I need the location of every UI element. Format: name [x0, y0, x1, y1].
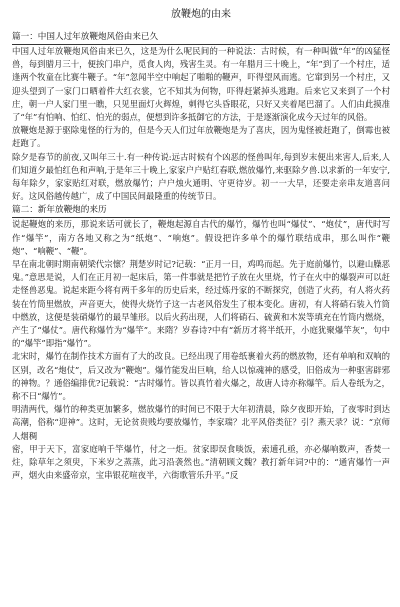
section-heading-2: 篇二：新年放鞭炮的来历 — [12, 205, 390, 218]
paragraph: 密，甲于天下，富家庭响千竿爆竹，付之一炬。贫家即误食啖饭，索逋孔亟，亦必爆响数声，香焚一炷，除草年之须臾，下米岁之蒸蒸，此习沿袭然也。”清朝顾文魏？教打新年词?中的：“通宵爆竹一声声，烟火由来盛帝京，宝串银花喧夜半，六街歌管乐升平。”反 — [12, 443, 390, 481]
section-heading-1: 篇一：中国人过年放鞭炮风俗由来已久 — [12, 32, 390, 45]
paragraph: 中国人过年放鞭炮风俗由来已久，这是为什么呢民间的一种说法：古时候，有一种叫做“年”的凶猛怪兽，每到腊月三十，便挨门串户，觅食人肉，残害生灵。有一年腊月三十晚上，“年”到了一个村庄，适逢两个牧童在比赛牛鞭子。“年”忽闻半空中响起了啪啪的鞭声，吓得望风而逃。它窜到另一个村庄，又迎头望到了一家门口晒着件大红衣裳，它不知其为何物，吓得赶紧掉头逃跑。后来它又来到了一个村庄，朝一户人家门里一瞧，只见里面灯火辉煌，刺得它头昏眼花，只好又夹着尾巴溜了。人们由此摸准了“年”有怕响、怕红、怕光的弱点，便想到许多抵御它的方法，于是逐渐演化成今天过年的风俗。 — [12, 46, 390, 123]
paragraph: 除夕是春节的前夜,又叫年三十.有一种传说:远古时候有个凶恶的怪兽叫年,每到岁末便出来害人,后来,人们知道夕最怕红色和声响,于是年三十晚上,家家户户贴红春联,燃放爆竹,来驱除夕兽.以求新的一年安宁,每年除夕，家家贴红对联，燃放爆竹；户户烛火通明、守更待岁。初一一大早，还要走亲串友道喜问好。这风俗越传越广，成了中国民间最隆重的传统节日。 — [12, 151, 390, 202]
document-title: 放鞭炮的由来 — [171, 9, 231, 20]
paragraph: 早在南北朝时期南朝梁代宗懔？荆楚岁时记?记载：“正月一日，鸡鸣而起。先于庭前爆竹，以避山臊恶鬼。”意思是说，人们在正月初一起床后，第一件事就是把竹子放在火里烧，竹子在火中的爆裂声可以赶走怪兽恶鬼。说起来距今将有两千多年的历史后来，经过炼丹家的不断探究，创造了火药，有人将火药装在竹筒里燃放，声音更大，使得火烧竹子这一古老风俗发生了根本变化。唐初，有人将硝石装入竹筒中燃放，这便是装硝爆竹的最早雏形。以后火药出现，人们将硝石、硫黄和木炭等填充在竹筒内燃烧，产生了“爆仗”。唐代称爆竹为“爆竿”。来隋？岁春诗?中有“新历才将半纸开，小庭犹聚爆竿灰”，句中的“爆竿”即指“爆竹”。 — [12, 259, 390, 349]
paragraph: 北宋时，爆竹在制作技术方面有了大的改良。已经出现了用卷纸裹着火药的燃放物，还有单响和双响的区别，改名“炮仗”，后又改为“鞭炮”。爆竹能发出巨响，给人以惊魂神的感受，旧俗成为一种驱害辟邪的神物。？通俗编排优?记载说：“古时爆竹。皆以真竹着火爆之，故唐人诗亦称爆竿。后人卷纸为之，称不曰“爆竹”。 — [12, 351, 390, 402]
paragraph: 明清两代，爆竹的种类更加繁多，燃放爆竹的时间已不限于大年初清晨，除夕夜即开始，了夜零时到达高潮，俗称“迎神”。这时，无论贫贵贱均要放爆竹，李家瑞？北平风俗类征？引？燕天录？说：“京师人烟稠 — [12, 404, 390, 441]
paragraph: 放鞭炮是源于驱除鬼怪的行为的，但是今天人们过年放鞭炮是为了喜庆，因为鬼怪被赶跑了，倒霉也被赶跑了。 — [12, 125, 390, 149]
paragraph: 说起鞭炮的来历，那说来话可就长了，鞭炮起源自古代的爆竹，爆竹也叫“爆仗”、“炮仗”，唐代时写作“爆竿”，南方各地又称之为“纸炮”、“响炮”。假设把许多单个的爆竹联结成串，那么叫作“鞭炮”、“响鞭”、“鞭”。 — [12, 219, 390, 256]
